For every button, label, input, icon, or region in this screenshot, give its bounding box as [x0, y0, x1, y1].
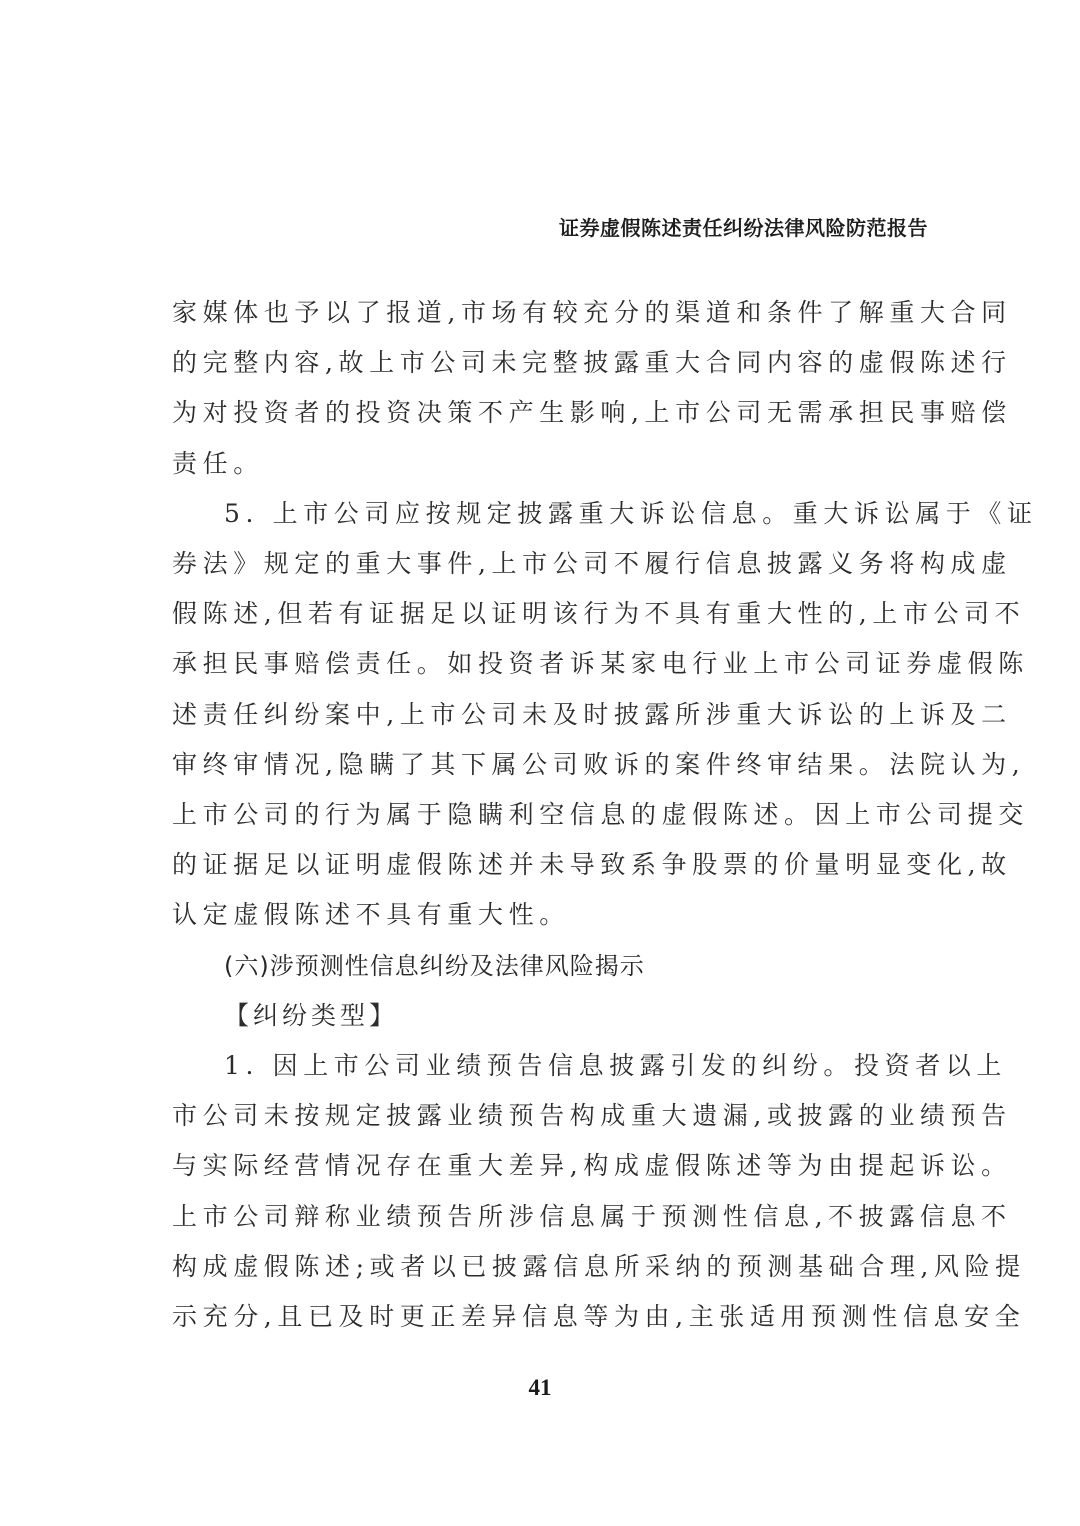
- text-line: 1. 因上市公司业绩预告信息披露引发的纠纷。投资者以上: [224, 1051, 1008, 1081]
- text-line: 券法》规定的重大事件,上市公司不履行信息披露义务将构成虚: [172, 549, 1012, 579]
- text-line: 5. 上市公司应按规定披露重大诉讼信息。重大诉讼属于《证: [224, 498, 1038, 528]
- page-body: [172, 288, 1038, 1342]
- text-line: 与实际经营情况存在重大差异,构成虚假陈述等为由提起诉讼。: [172, 1151, 1012, 1181]
- section-heading: (六)涉预测性信息纠纷及法律风险揭示: [224, 951, 645, 980]
- text-line: 示充分,且已及时更正差异信息等为由,主张适用预测性信息安全: [172, 1302, 1026, 1332]
- subheading-dispute-types: 【纠纷类型】: [224, 1000, 399, 1030]
- text-line: 为对投资者的投资决策不产生影响,上市公司无需承担民事赔偿: [172, 398, 1012, 428]
- text-line: 的证据足以证明虚假陈述并未导致系争股票的价量明显变化,故: [172, 850, 1012, 880]
- text-line: 构成虚假陈述;或者以已披露信息所采纳的预测基础合理,风险提: [172, 1251, 1026, 1281]
- text-line: 的完整内容,故上市公司未完整披露重大合同内容的虚假陈述行: [172, 348, 1012, 378]
- running-header-title: 证券虚假陈述责任纠纷法律风险防范报告: [559, 216, 928, 240]
- text-line: 认定虚假陈述不具有重大性。: [172, 900, 570, 930]
- text-line: 承担民事赔偿责任。如投资者诉某家电行业上市公司证券虚假陈: [172, 649, 1029, 679]
- text-line: 市公司未按规定披露业绩预告构成重大遗漏,或披露的业绩预告: [172, 1101, 1012, 1131]
- text-line: 假陈述,但若有证据足以证明该行为不具有重大性的,上市公司不: [172, 599, 1026, 629]
- text-line: 家媒体也予以了报道,市场有较充分的渠道和条件了解重大合同: [172, 298, 1012, 327]
- text-line: 上市公司的行为属于隐瞒利空信息的虚假陈述。因上市公司提交: [172, 800, 1029, 830]
- page-number: 41: [528, 1375, 552, 1400]
- text-line: 上市公司辩称业绩预告所涉信息属于预测性信息,不披露信息不: [172, 1201, 1012, 1231]
- paragraph-continuation: [172, 288, 1012, 489]
- paragraph-item-5: [172, 489, 1038, 941]
- paragraph-item-1: [172, 1041, 1026, 1342]
- text-line: 责任。: [172, 448, 264, 478]
- text-line: 审终审情况,隐瞒了其下属公司败诉的案件终审结果。法院认为,: [172, 749, 1026, 779]
- text-line: 述责任纠纷案中,上市公司未及时披露所涉重大诉讼的上诉及二: [172, 699, 1012, 729]
